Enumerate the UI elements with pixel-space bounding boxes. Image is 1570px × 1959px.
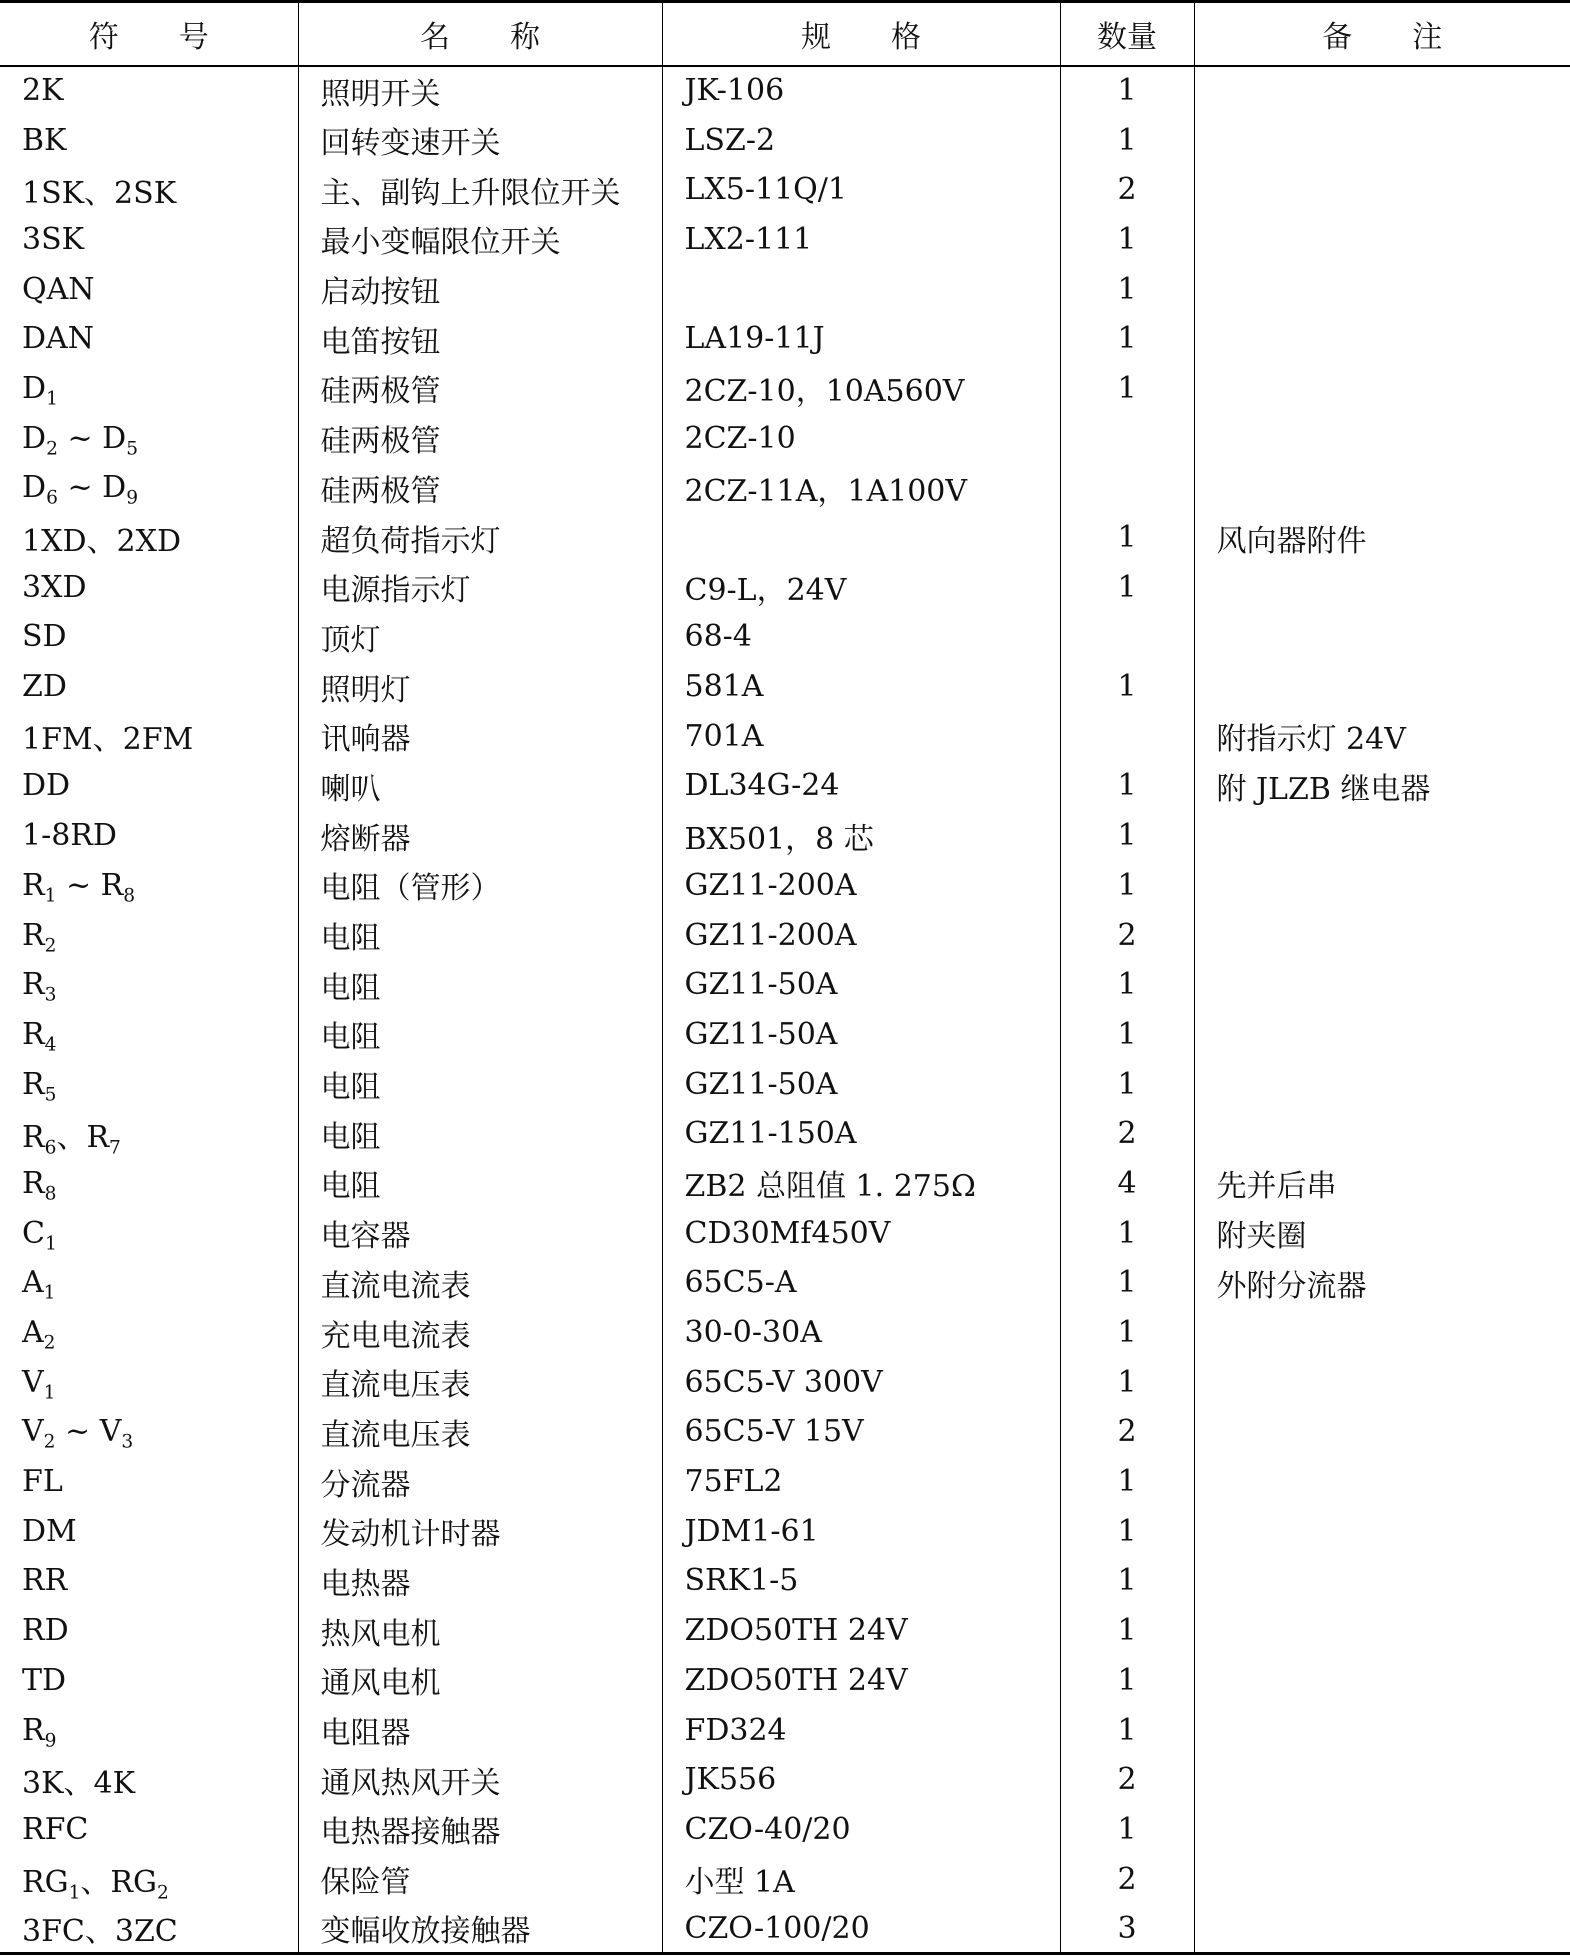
cell-symbol: DD <box>22 768 71 804</box>
cell-note <box>1194 115 1570 165</box>
cell-name: 电源指示灯 <box>298 562 662 612</box>
cell-name: 变幅收放接触器 <box>298 1904 662 1954</box>
cell-name: 电阻 <box>298 910 662 960</box>
cell-note <box>1194 264 1570 314</box>
table-row <box>0 1159 1570 1209</box>
cell-name: 电阻器 <box>298 1705 662 1755</box>
cell-name: 电阻 <box>298 960 662 1010</box>
cell-spec: SRK1-5 <box>662 1556 1060 1606</box>
table-row <box>0 165 1570 215</box>
cell-qty: 1 <box>1060 314 1194 364</box>
cell-spec: 68-4 <box>662 612 1060 662</box>
cell-note: 附指示灯 24V <box>1194 711 1570 761</box>
cell-note <box>1194 1606 1570 1656</box>
table-row <box>0 1059 1570 1109</box>
cell-symbol: $R_8$ <box>22 1165 57 1205</box>
cell-note <box>1194 463 1570 513</box>
cell-spec: 小型 1A <box>662 1854 1060 1904</box>
cell-qty: 1 <box>1060 1457 1194 1507</box>
cell-note <box>1194 1059 1570 1109</box>
cell-spec: 65C5-V 300V <box>662 1357 1060 1407</box>
cell-name: 熔断器 <box>298 811 662 861</box>
cell-symbol: RR <box>22 1563 68 1599</box>
cell-note <box>1194 1805 1570 1855</box>
table-row <box>0 1755 1570 1805</box>
table-row <box>0 1258 1570 1308</box>
table-row <box>0 612 1570 662</box>
cell-qty: 2 <box>1060 1755 1194 1805</box>
table-row <box>0 115 1570 165</box>
cell-spec: CD30Mf450V <box>662 1208 1060 1258</box>
cell-name: 照明灯 <box>298 662 662 712</box>
cell-name: 保险管 <box>298 1854 662 1904</box>
cell-spec: 75FL2 <box>662 1457 1060 1507</box>
table-row <box>0 562 1570 612</box>
cell-symbol: $R_5$ <box>22 1066 57 1106</box>
cell-qty: 1 <box>1060 562 1194 612</box>
cell-qty <box>1060 612 1194 662</box>
cell-qty: 1 <box>1060 1059 1194 1109</box>
cell-note <box>1194 662 1570 712</box>
cell-qty: 2 <box>1060 1407 1194 1457</box>
cell-qty: 1 <box>1060 761 1194 811</box>
cell-qty: 1 <box>1060 115 1194 165</box>
cell-qty <box>1060 711 1194 761</box>
cell-spec: JK-106 <box>662 66 1060 116</box>
cell-qty <box>1060 463 1194 513</box>
cell-spec: CZO-40/20 <box>662 1805 1060 1855</box>
cell-note: 附夹圈 <box>1194 1208 1570 1258</box>
table-row <box>0 1407 1570 1457</box>
cell-name: 电阻 <box>298 1159 662 1209</box>
table-row <box>0 662 1570 712</box>
cell-symbol: 3XD <box>22 569 87 605</box>
table-row <box>0 1854 1570 1904</box>
table-row <box>0 910 1570 960</box>
cell-note <box>1194 364 1570 414</box>
header-symbol: 符 号 <box>0 2 298 66</box>
cell-qty: 1 <box>1060 1357 1194 1407</box>
cell-note <box>1194 861 1570 911</box>
cell-symbol: $A_2$ <box>22 1315 56 1354</box>
cell-symbol: ZD <box>22 669 67 705</box>
cell-name: 讯响器 <box>298 711 662 761</box>
cell-name: 硅两极管 <box>298 463 662 513</box>
cell-symbol: $A_1$ <box>22 1265 56 1304</box>
cell-note <box>1194 562 1570 612</box>
cell-qty: 2 <box>1060 165 1194 215</box>
cell-qty <box>1060 413 1194 463</box>
table-row <box>0 1109 1570 1159</box>
cell-qty: 1 <box>1060 1258 1194 1308</box>
cell-symbol: $R_3$ <box>22 967 57 1006</box>
cell-name: 电阻 <box>298 1010 662 1060</box>
cell-note <box>1194 1755 1570 1805</box>
cell-name: 硅两极管 <box>298 364 662 414</box>
cell-note <box>1194 66 1570 116</box>
cell-spec: GZ11-50A <box>662 1059 1060 1109</box>
table-row <box>0 1556 1570 1606</box>
cell-symbol: $R_1$ ~ $R_8$ <box>22 867 136 907</box>
cell-spec: GZ11-50A <box>662 960 1060 1010</box>
cell-spec: GZ11-200A <box>662 861 1060 911</box>
cell-spec: 581A <box>662 662 1060 712</box>
table-row <box>0 1308 1570 1358</box>
cell-note <box>1194 1109 1570 1159</box>
table-row <box>0 1208 1570 1258</box>
cell-spec: ZDO50TH 24V <box>662 1656 1060 1706</box>
cell-spec: 701A <box>662 711 1060 761</box>
cell-note: 外附分流器 <box>1194 1258 1570 1308</box>
cell-spec: 65C5-V 15V <box>662 1407 1060 1457</box>
table-row <box>0 1705 1570 1755</box>
cell-qty: 1 <box>1060 1656 1194 1706</box>
cell-note <box>1194 1705 1570 1755</box>
cell-name: 回转变速开关 <box>298 115 662 165</box>
cell-note <box>1194 1656 1570 1706</box>
cell-qty: 1 <box>1060 861 1194 911</box>
cell-qty: 2 <box>1060 1109 1194 1159</box>
cell-spec: C9-L，24V <box>662 562 1060 612</box>
cell-name: 发动机计时器 <box>298 1506 662 1556</box>
cell-symbol: 1-8RD <box>22 818 117 854</box>
cell-spec: LX5-11Q/1 <box>662 165 1060 215</box>
cell-note <box>1194 1308 1570 1358</box>
cell-name: 主、副钩上升限位开关 <box>298 165 662 215</box>
cell-qty: 1 <box>1060 960 1194 1010</box>
cell-symbol: TD <box>22 1662 67 1698</box>
cell-symbol: $D_6$ ~ $D_9$ <box>22 470 139 509</box>
cell-name: 最小变幅限位开关 <box>298 215 662 265</box>
cell-spec: LX2-111 <box>662 215 1060 265</box>
cell-spec: GZ11-50A <box>662 1010 1060 1060</box>
cell-spec: ZDO50TH 24V <box>662 1606 1060 1656</box>
table-row <box>0 1457 1570 1507</box>
cell-qty: 3 <box>1060 1904 1194 1954</box>
cell-spec: CZO-100/20 <box>662 1904 1060 1954</box>
cell-symbol: SD <box>22 619 67 655</box>
cell-note <box>1194 314 1570 364</box>
cell-qty: 4 <box>1060 1159 1194 1209</box>
cell-qty: 1 <box>1060 66 1194 116</box>
cell-qty: 1 <box>1060 1705 1194 1755</box>
cell-symbol: 1SK、2SK <box>22 175 177 211</box>
cell-name: 硅两极管 <box>298 413 662 463</box>
table-body <box>0 66 1570 1954</box>
cell-symbol: $V_1$ <box>22 1364 56 1404</box>
cell-name: 电热器 <box>298 1556 662 1606</box>
cell-symbol: $C_1$ <box>22 1215 57 1255</box>
cell-spec <box>662 513 1060 563</box>
cell-qty: 1 <box>1060 1506 1194 1556</box>
cell-name: 电热器接触器 <box>298 1805 662 1855</box>
table-row <box>0 1010 1570 1060</box>
cell-spec: JDM1-61 <box>662 1506 1060 1556</box>
cell-symbol: 3FC、3ZC <box>0 1904 298 1954</box>
cell-note <box>1194 811 1570 861</box>
cell-qty: 1 <box>1060 1556 1194 1606</box>
cell-symbol: RD <box>22 1613 69 1649</box>
cell-symbol: $R_9$ <box>22 1712 57 1752</box>
cell-note <box>1194 1457 1570 1507</box>
cell-qty: 1 <box>1060 364 1194 414</box>
cell-name: 电阻（管形） <box>298 861 662 911</box>
cell-qty: 1 <box>1060 1606 1194 1656</box>
cell-note <box>1194 165 1570 215</box>
cell-qty: 1 <box>1060 264 1194 314</box>
cell-name: 超负荷指示灯 <box>298 513 662 563</box>
cell-qty: 2 <box>1060 910 1194 960</box>
cell-symbol: $RG_1$、$RG_2$ <box>22 1865 169 1904</box>
cell-name: 启动按钮 <box>298 264 662 314</box>
cell-note <box>1194 1010 1570 1060</box>
cell-symbol: FL <box>22 1464 63 1500</box>
table-header <box>0 2 1570 66</box>
header-qty: 数量 <box>1060 2 1194 66</box>
cell-name: 顶灯 <box>298 612 662 662</box>
cell-qty: 1 <box>1060 1805 1194 1855</box>
cell-qty: 1 <box>1060 811 1194 861</box>
cell-name: 直流电压表 <box>298 1407 662 1457</box>
table-row <box>0 364 1570 414</box>
cell-symbol: $D_1$ <box>22 370 58 410</box>
cell-symbol: 3SK <box>22 221 85 257</box>
header-row <box>0 2 1570 66</box>
cell-spec <box>662 264 1060 314</box>
cell-note <box>1194 1407 1570 1457</box>
cell-spec: DL34G-24 <box>662 761 1060 811</box>
cell-note <box>1194 413 1570 463</box>
table-row <box>0 811 1570 861</box>
cell-symbol: $R_6$、$R_7$ <box>22 1119 121 1159</box>
table-row <box>0 761 1570 811</box>
cell-spec: ZB2 总阻值 1. 275Ω <box>662 1159 1060 1209</box>
cell-name: 充电电流表 <box>298 1308 662 1358</box>
cell-spec: LSZ-2 <box>662 115 1060 165</box>
cell-qty: 1 <box>1060 1010 1194 1060</box>
cell-symbol: BK <box>22 122 67 158</box>
cell-spec: LA19-11J <box>662 314 1060 364</box>
table-row <box>0 1506 1570 1556</box>
cell-note <box>1194 1854 1570 1904</box>
cell-symbol: $R_2$ <box>22 917 57 957</box>
cell-name: 电阻 <box>298 1059 662 1109</box>
table-row <box>0 861 1570 911</box>
header-name: 名 称 <box>298 2 662 66</box>
cell-symbol: $R_4$ <box>22 1016 57 1056</box>
table-row <box>0 66 1570 116</box>
cell-name: 直流电压表 <box>298 1357 662 1407</box>
cell-name: 电笛按钮 <box>298 314 662 364</box>
cell-name: 喇叭 <box>298 761 662 811</box>
cell-spec: 2CZ-10 <box>662 413 1060 463</box>
table-row <box>0 463 1570 513</box>
cell-name: 电阻 <box>298 1109 662 1159</box>
cell-name: 分流器 <box>298 1457 662 1507</box>
cell-note <box>1194 910 1570 960</box>
cell-qty: 2 <box>1060 1854 1194 1904</box>
cell-qty: 1 <box>1060 215 1194 265</box>
cell-qty: 1 <box>1060 513 1194 563</box>
table-row <box>0 1904 1570 1954</box>
cell-note <box>1194 612 1570 662</box>
cell-spec: 2CZ-11A，1A100V <box>662 463 1060 513</box>
cell-qty: 1 <box>1060 1308 1194 1358</box>
table-row <box>0 711 1570 761</box>
cell-symbol: $V_2$ ~ $V_3$ <box>22 1414 134 1453</box>
cell-spec: JK556 <box>662 1755 1060 1805</box>
cell-symbol: 1XD、2XD <box>22 523 181 559</box>
cell-note: 风向器附件 <box>1194 513 1570 563</box>
cell-note: 先并后串 <box>1194 1159 1570 1209</box>
cell-spec: FD324 <box>662 1705 1060 1755</box>
cell-spec: BX501，8 芯 <box>662 811 1060 861</box>
cell-note <box>1194 1357 1570 1407</box>
cell-spec: 65C5-A <box>662 1258 1060 1308</box>
cell-symbol: 1FM、2FM <box>22 722 194 758</box>
table-row <box>0 1805 1570 1855</box>
cell-qty: 1 <box>1060 662 1194 712</box>
cell-note <box>1194 1904 1570 1954</box>
cell-note <box>1194 1556 1570 1606</box>
cell-spec: 2CZ-10，10A560V <box>662 364 1060 414</box>
cell-symbol: $D_2$ ~ $D_5$ <box>22 420 139 460</box>
table-row <box>0 513 1570 563</box>
cell-name: 直流电流表 <box>298 1258 662 1308</box>
cell-note <box>1194 960 1570 1010</box>
table-row <box>0 1656 1570 1706</box>
header-note: 备 注 <box>1194 2 1570 66</box>
cell-symbol: 2K <box>22 73 64 109</box>
table-row <box>0 413 1570 463</box>
cell-note: 附 JLZB 继电器 <box>1194 761 1570 811</box>
table-row <box>0 264 1570 314</box>
cell-note <box>1194 215 1570 265</box>
table-row <box>0 1357 1570 1407</box>
table-row <box>0 314 1570 364</box>
cell-name: 通风热风开关 <box>298 1755 662 1805</box>
cell-name: 电容器 <box>298 1208 662 1258</box>
cell-symbol: DM <box>22 1513 77 1549</box>
cell-spec: GZ11-150A <box>662 1109 1060 1159</box>
cell-qty: 1 <box>1060 1208 1194 1258</box>
cell-spec: GZ11-200A <box>662 910 1060 960</box>
cell-symbol: RFC <box>22 1811 89 1847</box>
cell-name: 照明开关 <box>298 66 662 116</box>
cell-symbol: 3K、4K <box>22 1765 135 1801</box>
table-row <box>0 215 1570 265</box>
cell-symbol: QAN <box>22 271 95 307</box>
cell-name: 通风电机 <box>298 1656 662 1706</box>
cell-note <box>1194 1506 1570 1556</box>
cell-spec: 30-0-30A <box>662 1308 1060 1358</box>
header-spec: 规 格 <box>662 2 1060 66</box>
table-row <box>0 960 1570 1010</box>
cell-symbol: DAN <box>22 321 94 357</box>
table-row <box>0 1606 1570 1656</box>
cell-name: 热风电机 <box>298 1606 662 1656</box>
